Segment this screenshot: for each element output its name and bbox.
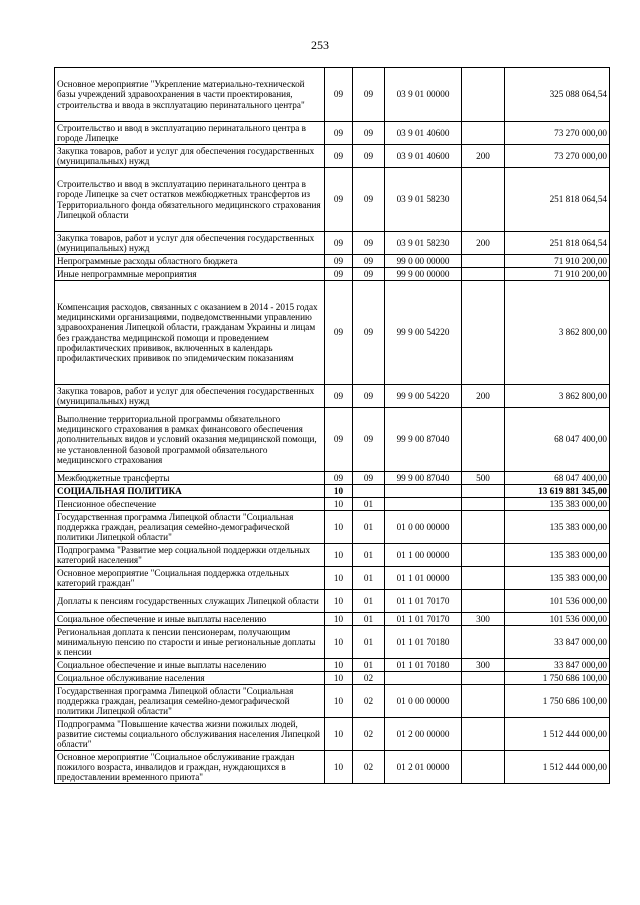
row-subsection-code-cell: 01 [353, 590, 385, 613]
row-target-article-cell: 01 2 00 00000 [385, 718, 462, 751]
row-amount-cell: 101 536 000,00 [505, 613, 610, 626]
row-name-cell: Закупка товаров, работ и услуг для обеспечения государственных (муниципальных) нужд [55, 232, 325, 255]
row-expense-type-cell [462, 718, 505, 751]
row-subsection-code-cell: 01 [353, 613, 385, 626]
table-row [55, 659, 610, 672]
row-amount-cell: 68 047 400,00 [505, 408, 610, 472]
row-subsection-code-cell: 09 [353, 385, 385, 408]
row-subsection-code-cell: 01 [353, 567, 385, 590]
row-name-cell: Подпрограмма "Повышение качества жизни пожилых людей, развитие системы социального обслуживания населения Липецкой области" [55, 718, 325, 751]
row-section-code-cell: 10 [325, 567, 353, 590]
row-amount-cell: 33 847 000,00 [505, 626, 610, 659]
row-expense-type-cell [462, 485, 505, 498]
row-target-article-cell: 99 9 00 54220 [385, 385, 462, 408]
row-name-cell: Социальное обслуживание населения [55, 672, 325, 685]
row-target-article-cell: 03 9 01 40600 [385, 122, 462, 145]
row-target-article-cell: 01 1 01 70170 [385, 590, 462, 613]
row-section-code-cell: 10 [325, 672, 353, 685]
row-subsection-code-cell: 09 [353, 408, 385, 472]
table-row [55, 685, 610, 718]
row-section-code-cell: 10 [325, 544, 353, 567]
row-amount-cell: 71 910 200,00 [505, 255, 610, 268]
row-target-article-cell: 01 0 00 00000 [385, 511, 462, 544]
table-row [55, 498, 610, 511]
row-expense-type-cell: 200 [462, 385, 505, 408]
row-target-article-cell: 99 9 00 54220 [385, 281, 462, 385]
budget-table [54, 67, 610, 784]
row-section-code-cell: 09 [325, 122, 353, 145]
row-section-code-cell: 09 [325, 408, 353, 472]
row-target-article-cell: 03 9 01 40600 [385, 145, 462, 168]
row-section-code-cell: 10 [325, 498, 353, 511]
row-target-article-cell: 01 1 01 70180 [385, 626, 462, 659]
table-row [55, 613, 610, 626]
row-expense-type-cell [462, 544, 505, 567]
row-name-cell: Основное мероприятие "Социальное обслуживание граждан пожилого возраста, инвалидов и граждан, нуждающихся в предоставлении временного приюта" [55, 751, 325, 784]
row-name-cell: Социальное обеспечение и иные выплаты населению [55, 659, 325, 672]
table-row [55, 511, 610, 544]
row-name-cell: СОЦИАЛЬНАЯ ПОЛИТИКА [55, 485, 325, 498]
row-expense-type-cell [462, 590, 505, 613]
row-expense-type-cell [462, 408, 505, 472]
row-section-code-cell: 10 [325, 751, 353, 784]
row-expense-type-cell [462, 751, 505, 784]
row-subsection-code-cell: 01 [353, 626, 385, 659]
table-row [55, 68, 610, 122]
row-section-code-cell: 10 [325, 685, 353, 718]
row-name-cell: Основное мероприятие "Социальная поддержка отдельных категорий граждан" [55, 567, 325, 590]
row-section-code-cell: 09 [325, 472, 353, 485]
row-section-code-cell: 09 [325, 268, 353, 281]
row-expense-type-cell: 200 [462, 145, 505, 168]
row-expense-type-cell [462, 122, 505, 145]
row-target-article-cell: 01 1 01 70170 [385, 613, 462, 626]
row-name-cell: Строительство и ввод в эксплуатацию перинатального центра в городе Липецке за счет остатков межбюджетных трансфертов из Территориального фонда обязательного медицинского страхования Липецкой области [55, 168, 325, 232]
row-subsection-code-cell: 01 [353, 511, 385, 544]
row-target-article-cell [385, 672, 462, 685]
row-name-cell: Строительство и ввод в эксплуатацию перинатального центра в городе Липецке [55, 122, 325, 145]
row-subsection-code-cell [353, 485, 385, 498]
row-subsection-code-cell: 01 [353, 659, 385, 672]
row-subsection-code-cell: 02 [353, 718, 385, 751]
row-amount-cell: 68 047 400,00 [505, 472, 610, 485]
row-amount-cell: 1 750 686 100,00 [505, 672, 610, 685]
row-section-code-cell: 10 [325, 718, 353, 751]
row-expense-type-cell [462, 511, 505, 544]
row-amount-cell: 3 862 800,00 [505, 385, 610, 408]
row-name-cell: Закупка товаров, работ и услуг для обеспечения государственных (муниципальных) нужд [55, 385, 325, 408]
row-section-code-cell: 10 [325, 511, 353, 544]
row-name-cell: Подпрограмма "Развитие мер социальной поддержки отдельных категорий населения" [55, 544, 325, 567]
table-row [55, 268, 610, 281]
row-expense-type-cell [462, 268, 505, 281]
row-expense-type-cell [462, 685, 505, 718]
row-section-code-cell: 09 [325, 168, 353, 232]
row-name-cell: Непрограммные расходы областного бюджета [55, 255, 325, 268]
row-amount-cell: 71 910 200,00 [505, 268, 610, 281]
row-amount-cell: 73 270 000,00 [505, 145, 610, 168]
table-row [55, 472, 610, 485]
row-name-cell: Основное мероприятие "Укрепление материально-технической базы учреждений здравоохранения в части проектирования, строительства и ввода в эксплуатацию перинатального центра" [55, 68, 325, 122]
table-row [55, 626, 610, 659]
row-amount-cell: 13 619 881 345,00 [505, 485, 610, 498]
row-subsection-code-cell: 01 [353, 544, 385, 567]
row-section-code-cell: 09 [325, 281, 353, 385]
row-subsection-code-cell: 02 [353, 672, 385, 685]
table-row [55, 122, 610, 145]
row-amount-cell: 135 383 000,00 [505, 567, 610, 590]
budget-table-body [55, 68, 610, 784]
row-section-code-cell: 10 [325, 659, 353, 672]
row-target-article-cell: 01 1 00 00000 [385, 544, 462, 567]
row-expense-type-cell [462, 626, 505, 659]
table-row [55, 168, 610, 232]
row-section-code-cell: 09 [325, 385, 353, 408]
row-amount-cell: 1 512 444 000,00 [505, 718, 610, 751]
row-subsection-code-cell: 02 [353, 751, 385, 784]
row-amount-cell: 325 088 064,54 [505, 68, 610, 122]
row-expense-type-cell: 300 [462, 613, 505, 626]
row-subsection-code-cell: 02 [353, 685, 385, 718]
row-name-cell: Пенсионное обеспечение [55, 498, 325, 511]
row-amount-cell: 251 818 064,54 [505, 168, 610, 232]
row-amount-cell: 135 383 000,00 [505, 544, 610, 567]
row-name-cell: Иные непрограммные мероприятия [55, 268, 325, 281]
row-expense-type-cell [462, 498, 505, 511]
row-expense-type-cell [462, 168, 505, 232]
row-section-code-cell: 10 [325, 485, 353, 498]
table-row [55, 672, 610, 685]
row-subsection-code-cell: 09 [353, 232, 385, 255]
row-expense-type-cell [462, 68, 505, 122]
row-amount-cell: 73 270 000,00 [505, 122, 610, 145]
row-amount-cell: 1 750 686 100,00 [505, 685, 610, 718]
row-amount-cell: 3 862 800,00 [505, 281, 610, 385]
row-name-cell: Государственная программа Липецкой области "Социальная поддержка граждан, реализация семейно-демографической политики Липецкой области" [55, 511, 325, 544]
table-row [55, 590, 610, 613]
table-row [55, 544, 610, 567]
row-amount-cell: 135 383 000,00 [505, 511, 610, 544]
row-amount-cell: 1 512 444 000,00 [505, 751, 610, 784]
row-target-article-cell: 01 2 01 00000 [385, 751, 462, 784]
row-subsection-code-cell: 09 [353, 472, 385, 485]
row-name-cell: Государственная программа Липецкой области "Социальная поддержка граждан, реализация семейно-демографической политики Липецкой области" [55, 685, 325, 718]
row-name-cell: Закупка товаров, работ и услуг для обеспечения государственных (муниципальных) нужд [55, 145, 325, 168]
row-target-article-cell [385, 485, 462, 498]
row-name-cell: Межбюджетные трансферты [55, 472, 325, 485]
row-target-article-cell: 01 0 00 00000 [385, 685, 462, 718]
table-row [55, 751, 610, 784]
row-subsection-code-cell: 09 [353, 268, 385, 281]
row-section-code-cell: 09 [325, 145, 353, 168]
row-subsection-code-cell: 09 [353, 168, 385, 232]
row-expense-type-cell: 200 [462, 232, 505, 255]
row-target-article-cell: 03 9 01 58230 [385, 232, 462, 255]
row-amount-cell: 251 818 064,54 [505, 232, 610, 255]
table-row [55, 145, 610, 168]
row-expense-type-cell: 300 [462, 659, 505, 672]
row-section-code-cell: 10 [325, 613, 353, 626]
row-name-cell: Доплаты к пенсиям государственных служащих Липецкой области [55, 590, 325, 613]
page-number: 253 [311, 38, 329, 52]
row-subsection-code-cell: 09 [353, 68, 385, 122]
row-expense-type-cell: 500 [462, 472, 505, 485]
row-target-article-cell: 99 9 00 87040 [385, 408, 462, 472]
row-section-code-cell: 09 [325, 232, 353, 255]
row-subsection-code-cell: 09 [353, 255, 385, 268]
row-subsection-code-cell: 09 [353, 122, 385, 145]
row-target-article-cell: 01 1 01 70180 [385, 659, 462, 672]
row-section-code-cell: 09 [325, 255, 353, 268]
row-expense-type-cell [462, 567, 505, 590]
row-name-cell: Региональная доплата к пенсии пенсионерам, получающим минимальную пенсию по старости и иные региональные доплаты к пенсии [55, 626, 325, 659]
row-target-article-cell [385, 498, 462, 511]
row-amount-cell: 101 536 000,00 [505, 590, 610, 613]
table-row [55, 718, 610, 751]
row-section-code-cell: 09 [325, 68, 353, 122]
row-target-article-cell: 99 9 00 00000 [385, 268, 462, 281]
row-expense-type-cell [462, 672, 505, 685]
row-name-cell: Компенсация расходов, связанных с оказанием в 2014 - 2015 годах медицинскими организациями, подведомственными управлению здравоохранения Липецкой области, гражданам Украины и лицам без гражданства медицинской помощи и проведением профилактических прививок, включенных в календарь профилактических прививок по эпидемическим показаниям [55, 281, 325, 385]
row-target-article-cell: 03 9 01 00000 [385, 68, 462, 122]
row-expense-type-cell [462, 255, 505, 268]
row-target-article-cell: 99 9 00 87040 [385, 472, 462, 485]
row-target-article-cell: 01 1 01 00000 [385, 567, 462, 590]
row-name-cell: Социальное обеспечение и иные выплаты населению [55, 613, 325, 626]
row-target-article-cell: 03 9 01 58230 [385, 168, 462, 232]
row-subsection-code-cell: 09 [353, 281, 385, 385]
table-row [55, 485, 610, 498]
row-subsection-code-cell: 09 [353, 145, 385, 168]
row-expense-type-cell [462, 281, 505, 385]
table-row [55, 567, 610, 590]
table-row [55, 232, 610, 255]
row-subsection-code-cell: 01 [353, 498, 385, 511]
row-name-cell: Выполнение территориальной программы обязательного медицинского страхования в рамках финансового обеспечения дополнительных видов и условий оказания медицинской помощи, не установленной базовой программой обязательного медицинского страхования [55, 408, 325, 472]
row-section-code-cell: 10 [325, 590, 353, 613]
table-row [55, 281, 610, 385]
row-amount-cell: 33 847 000,00 [505, 659, 610, 672]
row-section-code-cell: 10 [325, 626, 353, 659]
row-amount-cell: 135 383 000,00 [505, 498, 610, 511]
table-row [55, 255, 610, 268]
table-row [55, 408, 610, 472]
row-target-article-cell: 99 0 00 00000 [385, 255, 462, 268]
table-row [55, 385, 610, 408]
